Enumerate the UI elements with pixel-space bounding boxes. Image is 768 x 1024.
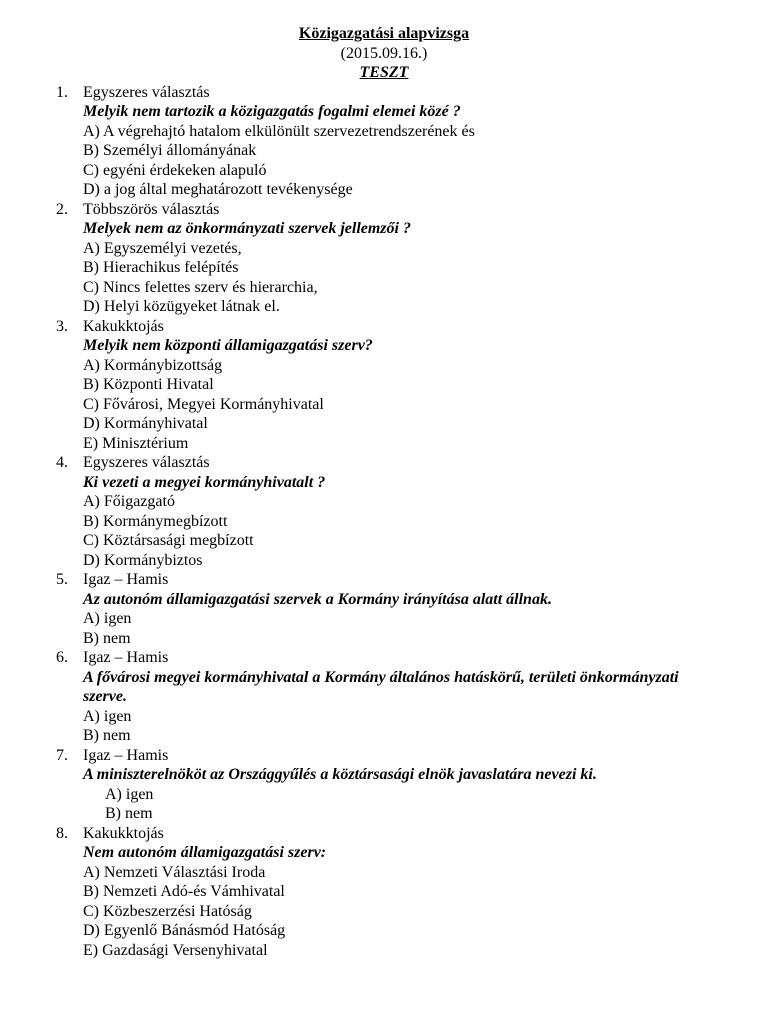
question-number: 4. (56, 454, 68, 471)
question-type: Igaz – Hamis (83, 649, 169, 666)
question-number: 2. (56, 200, 68, 218)
answer-option: B) Központi Hivatal (83, 376, 214, 393)
answer-option: A) Főigazgató (83, 493, 175, 510)
answer-option: B) nem (83, 727, 131, 744)
question-1 (0, 83, 768, 200)
question-number: 8. (56, 824, 68, 842)
answer-option: A) Nemzeti Választási Iroda (83, 863, 266, 881)
question-type: Egyszeres választás (83, 454, 210, 471)
question-8 (0, 824, 768, 961)
document-header (0, 24, 768, 83)
answer-option: A) igen (83, 707, 132, 725)
answer-option: B) Személyi állományának (83, 142, 257, 159)
question-number: 6. (56, 649, 68, 666)
question-type: Igaz – Hamis (83, 746, 169, 764)
question-text: Melyek nem az önkormányzati szervek jellemzői ? (83, 220, 411, 237)
question-text: Az autonóm államigazgatási szervek a Kormány irányítása alatt állnak. (83, 590, 552, 608)
answer-option: D) Kormányhivatal (83, 415, 208, 432)
question-type: Kakukktojás (83, 824, 164, 842)
question-type: Többszörös választás (83, 200, 220, 218)
question-list (0, 83, 768, 961)
answer-option: A) igen (83, 610, 132, 627)
question-6 (0, 648, 768, 746)
answer-option: D) Egyenlő Bánásmód Hatóság (83, 922, 286, 939)
answer-option: E) Minisztérium (83, 434, 189, 452)
answer-option: A) Egyszemélyi vezetés, (83, 239, 242, 257)
answer-option: C) Nincs felettes szerv és hierarchia, (83, 278, 318, 296)
answer-option: A) A végrehajtó hatalom elkülönült szervezetrendszerének és (83, 122, 475, 140)
answer-option: A) igen (105, 785, 154, 803)
answer-option: B) nem (83, 629, 131, 647)
answer-option: D) a jog által meghatározott tevékenysége (83, 181, 353, 198)
section-title: TESZT (359, 64, 409, 81)
answer-option: D) Helyi közügyeket látnak el. (83, 298, 280, 315)
question-type: Igaz – Hamis (83, 571, 169, 588)
question-text: Nem autonóm államigazgatási szerv: (83, 844, 327, 861)
question-2 (0, 200, 768, 317)
question-type: Kakukktojás (83, 317, 164, 335)
question-type: Egyszeres választás (83, 83, 210, 101)
question-number: 7. (56, 746, 68, 764)
question-number: 1. (56, 83, 68, 101)
question-3 (0, 317, 768, 454)
answer-option: B) Nemzeti Adó-és Vámhivatal (83, 883, 285, 900)
question-number: 5. (56, 571, 68, 588)
question-text: Melyik nem központi államigazgatási szerv? (83, 337, 373, 354)
answer-option: B) nem (105, 805, 153, 822)
answer-option: B) Kormánymegbízott (83, 512, 228, 530)
answer-option: C) egyéni érdekeken alapuló (83, 161, 267, 179)
document-title: Közigazgatási alapvizsga (298, 25, 470, 42)
answer-option: A) Kormánybizottság (83, 356, 223, 374)
answer-option: C) Fővárosi, Megyei Kormányhivatal (83, 395, 324, 413)
question-4 (0, 453, 768, 570)
answer-option: E) Gazdasági Versenyhivatal (83, 941, 268, 959)
document-page (0, 24, 768, 960)
question-number: 3. (56, 317, 68, 335)
question-text: A miniszterelnököt az Országgyűlés a köztársasági elnök javaslatára nevezi ki. (83, 766, 597, 783)
answer-option: D) Kormánybiztos (83, 551, 203, 569)
question-5 (0, 570, 768, 648)
answer-option: B) Hierachikus felépítés (83, 259, 239, 276)
question-text: Melyik nem tartozik a közigazgatás fogalmi elemei közé ? (83, 103, 461, 120)
question-text: Ki vezeti a megyei kormányhivatalt ? (83, 473, 326, 491)
document-date: (2015.09.16.) (340, 44, 428, 62)
question-text: A fővárosi megyei kormányhivatal a Kormány általános hatáskörű, területi önkormányzati szerve. (83, 668, 679, 705)
answer-option: C) Közbeszerzési Hatóság (83, 902, 252, 920)
question-7 (0, 746, 768, 824)
answer-option: C) Köztársasági megbízott (83, 532, 254, 549)
